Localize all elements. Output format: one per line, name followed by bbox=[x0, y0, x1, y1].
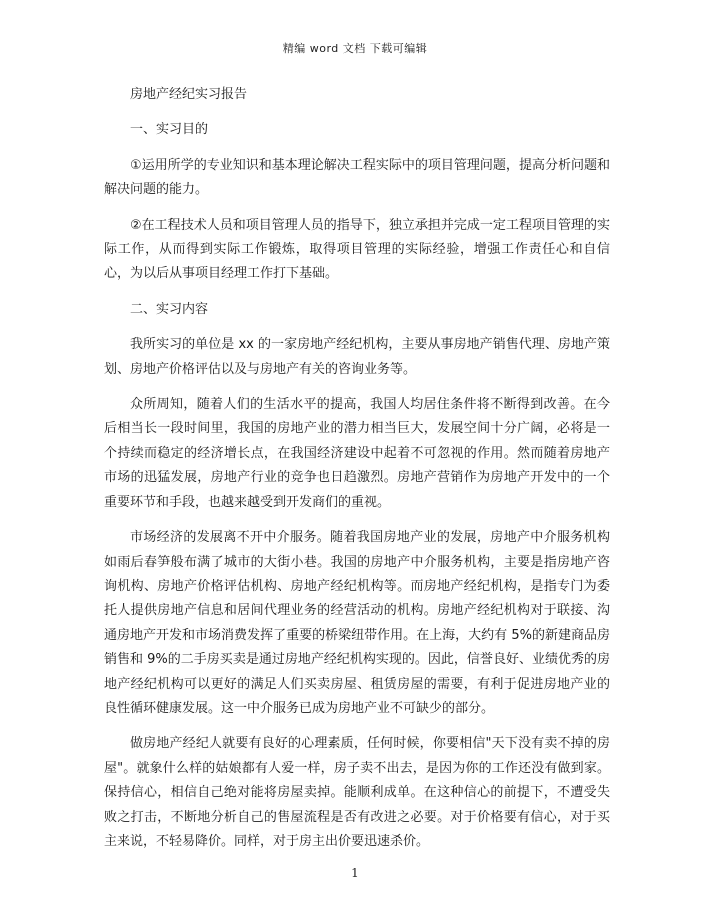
page-number: 1 bbox=[351, 866, 359, 880]
content-paragraph-4: 做房地产经纪人就要有良好的心理素质，任何时候，你要相信"天下没有卖不掉的房屋"。就象什么样的姑娘都有人爱一样，房子卖不出去，是因为你的工作还没有做到家。保持信心，相信自己绝对能将房屋卖掉。能顺利成单。在这种信心的前提下，不遭受失败之打击，不断地分析自己的售屋流程是否有改进之必要。对于价格要有信心，对于买主来说，不轻易降价。同样，对于房主出价要迅速杀价。 bbox=[104, 736, 610, 849]
purpose-paragraph-2: ②在工程技术人员和项目管理人员的指导下，独立承担并完成一定工程项目管理的实际工作，从而得到实际工作锻炼，取得项目管理的实际经验，增强工作责任心和自信心，为以后从事项目经理工作打下基础。 bbox=[104, 217, 610, 282]
content-paragraph-1: 我所实习的单位是 xx 的一家房地产经纪机构，主要从事房地产销售代理、房地产策划、房地产价格评估以及与房地产有关的咨询业务等。 bbox=[104, 337, 610, 377]
content-paragraph-2: 众所周知，随着人们的生活水平的提高，我国人均居住条件将不断得到改善。在今后相当长一段时间里，我国的房地产业的潜力相当巨大，发展空间十分广阔，必将是一个持续而稳定的经济增长点，在我国经济建设中起着不可忽视的作用。然而随着房地产市场的迅猛发展，房地产行业的竞争也日趋激烈。房地产营销作为房地产开发中的一个重要环节和手段，也越来越受到开发商们的重视。 bbox=[104, 397, 610, 510]
content-paragraph-3: 市场经济的发展离不开中介服务。随着我国房地产业的发展，房地产中介服务机构如雨后春笋般布满了城市的大街小巷。我国的房地产中介服务机构，主要是指房地产咨询机构、房地产价格评估机构、房地产经纪机构等。而房地产经纪机构，是指专门为委托人提供房地产信息和居间代理业务的经营活动的机构。房地产经纪机构对于联接、沟通房地产开发和市场消费发挥了重要的桥梁纽带作用。在上海，大约有 5%的新建商品房销售和 9%的二手房买卖是通过房地产经纪机构实现的。因此，信誉良好、业绩优秀的房地产经纪机构可以更好的满足人们买卖房屋、租赁房屋的需要，有利于促进房地产业的良性循环健康发展。这一中介服务已成为房地产业不可缺少的部分。 bbox=[104, 530, 610, 716]
page-header: 精编 word 文档 下载可编辑 bbox=[282, 42, 428, 55]
purpose-paragraph-1: ①运用所学的专业知识和基本理论解决工程实际中的项目管理问题，提高分析问题和解决问题的能力。 bbox=[104, 157, 610, 198]
section-heading-content: 二、实习内容 bbox=[130, 301, 209, 317]
document-title: 房地产经纪实习报告 bbox=[130, 87, 248, 102]
section-heading-purpose: 一、实习目的 bbox=[130, 122, 209, 138]
document-body bbox=[104, 83, 610, 854]
